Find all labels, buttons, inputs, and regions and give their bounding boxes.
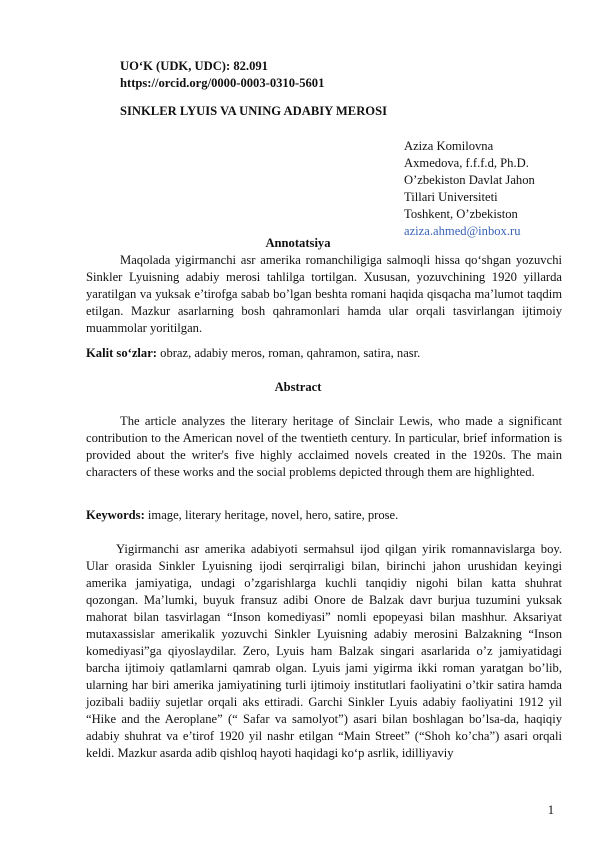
keywords-text: image, literary heritage, novel, hero, satire, prose. [144,508,399,522]
article-title: SINKLER LYUIS VA UNING ADABIY MEROSI [120,104,387,118]
keywords [86,508,562,523]
author-location: Toshkent, O’zbekiston [404,207,518,221]
kalit-sozlar [86,346,562,361]
kalit-sozlar-text: obraz, adabiy meros, roman, qahramon, satira, nasr. [157,346,421,360]
keywords-label: Keywords: [86,508,145,522]
body-paragraph-1: Yigirmanchi asr amerika adabiyoti sermahsul ijod qilgan yirik romannavislarga boy. Ular orasida Sinkler Lyuisning ijodi serqirraligi bilan, birinchi jahon urushidan keyingi amerika jamiyatiga, undagi o’zgarishlarga kuchli tanqidiy nigohi bilan katta shuhrat qozongan. Ma’lumki, buyuk fransuz adibi Onore de Balzak davr burjua tuzumini yuksak mahorat bilan tasvirlagan “Inson komediyasi” nomli epopeyasi bilan mashhur. Aksariyat mutaxassislar amerikalik yozuvchi Sinkler Lyuisning adabiy merosini Balzakning “Inson komediyasi”ga qiyoslaydilar. Zero, Lyuis ham Balzak singari asarlarida o’z jamiyatidagi barcha ijtimoiy qatlamlarni qamrab olgan. Lyuis jami yigirma ikki roman yaratgan bo’lib, ularning har biri amerika jamiyatining turli ijtimoiy institutlari faoliyatini o’tkir satira hamda jozibali badiiy sujetlar orqali aks ettiradi. Garchi Sinkler Lyuis adabiy faoliyatini 1912 yil “Hike and the Aeroplane” (“ Safar va samolyot”) asari bilan boshlagan bo’lsa-da, haqiqiy adabiy shuhrat va e’tirof 1920 yil nashr etilgan “Main Street” (“Shoh ko’cha”) asari orqali keldi. Mazkur asarda adib qishloq hayoti haqidagi ko‘p asrlik, idilliyaviy [86,542,562,760]
orcid-link[interactable]: https://orcid.org/0000-0003-0310-5601 [120,76,325,90]
author-affiliation-2: Tillari Universiteti [404,190,498,204]
author-block [404,138,535,240]
abstract-heading: Abstract [274,380,322,394]
author-name: Aziza Komilovna [404,139,494,153]
author-email[interactable]: aziza.ahmed@inbox.ru [404,224,521,238]
abstract-text: The article analyzes the literary heritage of Sinclair Lewis, who made a significant contribution to the American novel of the twentieth century. In particular, brief information is provided about the writer's five highly acclaimed novels created in the 1920s. The main characters of these works and the social problems depicted through them are highlighted. [86,414,562,479]
author-degree: Axmedova, f.f.f.d, Ph.D. [404,156,529,170]
annotatsiya-heading: Annotatsiya [265,236,331,250]
udk-code: UO‘K (UDK, UDC): 82.091 [120,59,268,73]
kalit-sozlar-label: Kalit so‘zlar: [86,346,157,360]
annotatsiya-text: Maqolada yigirmanchi asr amerika romanchiligiga salmoqli hissa qo‘shgan yozuvchi Sinkler Lyuisning adabiy merosi tahlilga tortilgan. Xususan, yozuvchining 1920 yillarda yaratilgan va yuksak e’tirofga sabab bo’lgan beshta romani haqida qisqacha ma’lumot taqdim etilgan. Mazkur asarlarning bosh qahramonlari hamda ular orqali tasvirlangan ijtimoiy muammolar yoritilgan. [86,253,562,335]
page-number: 1 [547,803,554,817]
author-affiliation-1: O’zbekiston Davlat Jahon [404,173,535,187]
